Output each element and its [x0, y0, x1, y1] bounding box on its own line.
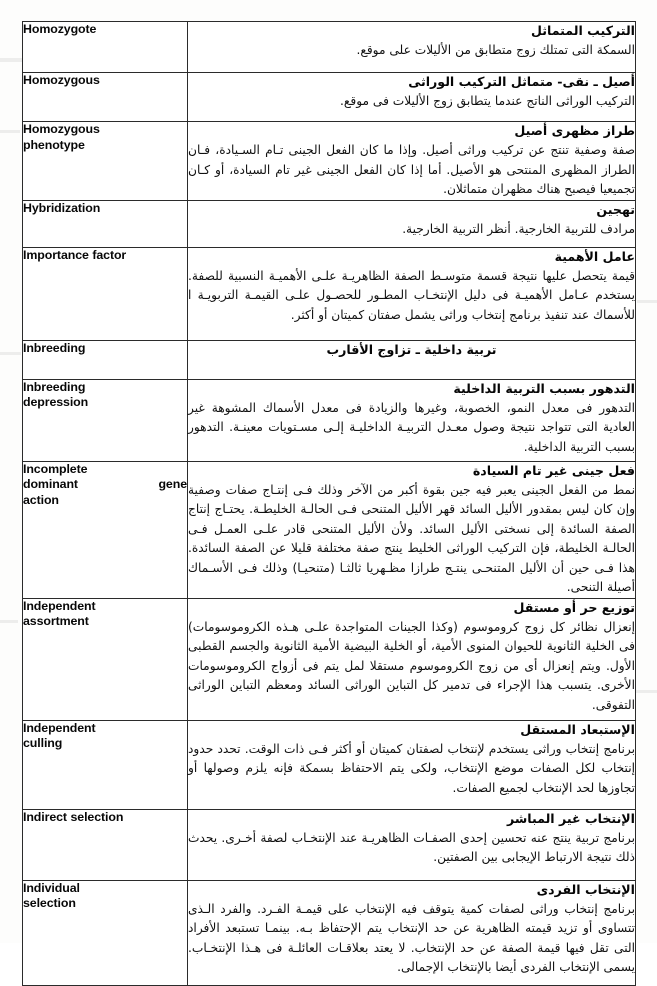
english-term-word: dominant — [23, 477, 78, 491]
arabic-term: التركيب المتماثل — [531, 23, 635, 38]
table-row — [23, 598, 636, 720]
definition-cell — [188, 809, 636, 880]
english-term: Importance factor — [23, 247, 127, 262]
arabic-definition: صفة وصفية تنتج عن تركيب وراثى أصيل. وإذا ما كان الفعل الجينى تـام السـيادة، فـان الطراز المظهرى المنتحى هو الأصيل. أما إذا كان الفعل الجينى غير تام السيادة، أو كـان تجميعيا فيصبح هناك مظهران متماثلان. — [188, 143, 635, 196]
english-term-line: phenotype — [23, 137, 85, 152]
arabic-term: عامل الأهمية — [554, 248, 635, 264]
term-cell — [23, 122, 188, 201]
term-cell — [23, 247, 188, 340]
arabic-term: فعل جينى غير تام السيادة — [472, 462, 635, 478]
definition-cell — [188, 720, 636, 809]
arabic-term: أصيل ـ نقى- متماثل التركيب الوراثى — [408, 74, 635, 89]
table-row — [23, 22, 636, 73]
english-term: Indirect selection — [23, 809, 124, 824]
term-cell — [23, 880, 188, 985]
english-term-line: Independent — [23, 598, 96, 613]
english-term-line: Inbreeding — [23, 379, 86, 394]
english-term-line: Individual — [23, 880, 80, 895]
term-cell — [23, 809, 188, 880]
term-cell — [23, 340, 188, 379]
table-row — [23, 379, 636, 461]
arabic-definition: برنامج إنتخاب وراثى لصفات كمية يتوقف فيه الإنتخاب على قيمـة الفـرد. والفرد الـذى تتساوى أو تزيد قيمته الظاهرية عن حد الإنتخاب يتم الإحتفاظ بـه. بينمـا تستبعد الأفراد التى تقل فيها قيمة الصفة عن حد الإنتخاب. لا يعتد بعلاقـات العائلـة فى هـذا الإنتخـاب. يسمى الإنتخاب الفردى أيضا بالإنتخاب الإجمالى. — [188, 901, 635, 974]
glossary-table — [22, 21, 636, 986]
definition-cell — [188, 340, 636, 379]
arabic-definition: نمط من الفعل الجينى يعبر فيه جين بقوة أكبر من الآخر وذلك فـى إنتـاج صفات وصفية وإن كان ليس بمقدور الأليل السائد قهر الأليل المتنحى فـى الحالـة الخليطـة. يحتـاج إنتاج الصفة السائدة إلى نسختى الأليل السائد. ولأن الأليل المتنحى قادر علـى العمـل فـى الحالـة الخليطة، فإن التركيب الوراثى الخليط ينتج صفة مختلفة قليلا عن الصفة السائدة. هذا فـى حين أن الأليل المتنحـى ينتـج طرازا مظـهريا ثالثـا (متنحيـا) وذلك فـى الأسـماك أصيلة التنحى. — [188, 482, 635, 594]
definition-cell — [188, 379, 636, 461]
english-term: Homozygote — [23, 22, 97, 36]
table-row — [23, 720, 636, 809]
english-term-line: assortment — [23, 614, 89, 628]
term-cell — [23, 22, 188, 73]
table-row — [23, 247, 636, 340]
arabic-term: التدهور بسبب التربية الداخلية — [453, 380, 635, 396]
english-term — [23, 721, 187, 752]
english-term — [23, 462, 187, 509]
definition-cell — [188, 22, 636, 73]
english-term — [23, 599, 187, 630]
definition-cell — [188, 880, 636, 985]
arabic-definition: السمكة التى تمتلك زوج متطابق من الأليلات على موقع. — [356, 43, 635, 57]
english-term-line: Independent — [23, 720, 96, 735]
definition-cell — [188, 461, 636, 598]
arabic-definition: إنعزال نظائر كل زوج كروموسوم (وكذا الجينات المتواجدة علـى هـذه الكروموسومات) فى الخلية الثانوية للحيوان المنوى الأمية، أو الخلية البيضية الأمية الثانوية والجسم القطبى الأول. ويتم إنعزال أى من زوج الكروموسوم مستقلا لمل يتم فى أزواج الكروموسومات الأخرى. يتسبب هذا الإجراء فى تدمير كل التباين الوراثى السائد ومعظم التباين الوراثى التفوقى. — [188, 619, 635, 712]
term-cell — [23, 720, 188, 809]
english-term: Homozygous — [23, 73, 100, 87]
english-term-line: action — [23, 492, 59, 507]
english-term: Hybridization — [23, 200, 101, 215]
arabic-term: الإنتخاب غير المباشر — [507, 810, 635, 826]
table-row — [23, 122, 636, 201]
english-term — [23, 122, 187, 153]
definition-cell — [188, 122, 636, 201]
term-cell — [23, 73, 188, 122]
english-term: Inbreeding — [23, 340, 86, 355]
english-term-line-justified — [23, 477, 187, 493]
definition-cell — [188, 200, 636, 247]
definition-cell — [188, 247, 636, 340]
table-row — [23, 461, 636, 598]
table-row — [23, 340, 636, 379]
english-term-line: culling — [23, 736, 63, 750]
english-term — [23, 380, 187, 411]
arabic-definition: برنامج إنتخاب وراثى يستخدم لإنتخاب لصفتان كميتان أو أكثر فـى ذات الوقت. تحدد حدود إنتخاب لكل الصفات موضع الإنتخاب، ولكى يتم الاحتفاظ بسمكة فإنه يلزم وصولها أو تجاوزها لحد الإنتخاب لجميع الصفات. — [188, 741, 635, 795]
arabic-term: توزيع حر أو مستقل — [513, 599, 635, 615]
english-term — [23, 881, 187, 912]
definition-cell — [188, 598, 636, 720]
arabic-term: الإستبعاد المستقل — [520, 721, 635, 737]
arabic-definition: برنامج تربية ينتج عنه تحسين إحدى الصفـات الظاهريـة عند الإنتخـاب لصفة أخـرى. يحدث ذلك نتيجة الارتباط الإيجابى بين الصفتين. — [188, 830, 635, 864]
term-cell — [23, 200, 188, 247]
glossary-table-body — [23, 22, 636, 986]
arabic-term: الإنتخاب الفردى — [536, 881, 635, 897]
table-row — [23, 880, 636, 985]
arabic-term: تهجين — [596, 201, 635, 217]
glossary-container — [22, 21, 635, 986]
english-term-word: gene — [158, 477, 187, 491]
english-term-line: depression — [23, 395, 89, 409]
arabic-definition: مرادف للتربية الخارجية. أنظر التربية الخارجية. — [402, 221, 635, 236]
term-cell — [23, 461, 188, 598]
term-cell — [23, 598, 188, 720]
english-term-line: selection — [23, 896, 76, 910]
term-cell — [23, 379, 188, 461]
arabic-term: تربية داخلية ـ تزاوج الأقارب — [326, 341, 497, 357]
table-row — [23, 809, 636, 880]
english-term-line: Incomplete — [23, 461, 88, 476]
english-term-line: Homozygous — [23, 122, 100, 136]
table-row — [23, 200, 636, 247]
arabic-definition: قيمة يتحصل عليها نتيجة قسمة متوسـط الصفة الظاهريـة علـى الأهميـة النسبية للصفة. يستخدم عـامل الأهميـة فى دليل الإنتخـاب المطـور للحصـول علـى القيمـة التربويـة ا للأسماك عند تنفيذ برنامج إنتخاب وراثى يشمل صفتان كميتان أو أكثر. — [188, 268, 635, 322]
table-row — [23, 73, 636, 122]
arabic-definition: التركيب الوراثى الناتج عندما يتطابق زوج الأليلات فى موقع. — [340, 94, 635, 108]
definition-cell — [188, 73, 636, 122]
arabic-definition: التدهور فى معدل النمو، الخصوبة، وغيرها والزيادة فى معدل الأسماك المشوهة غير العادية التى تتواجد نتيجة وصول معـدل التربيـة الداخليـة إلـى مسـتويات معينـة. التدهور بسبب التربية الداخلية. — [188, 400, 635, 454]
arabic-term: طراز مظهرى أصيل — [514, 123, 635, 138]
